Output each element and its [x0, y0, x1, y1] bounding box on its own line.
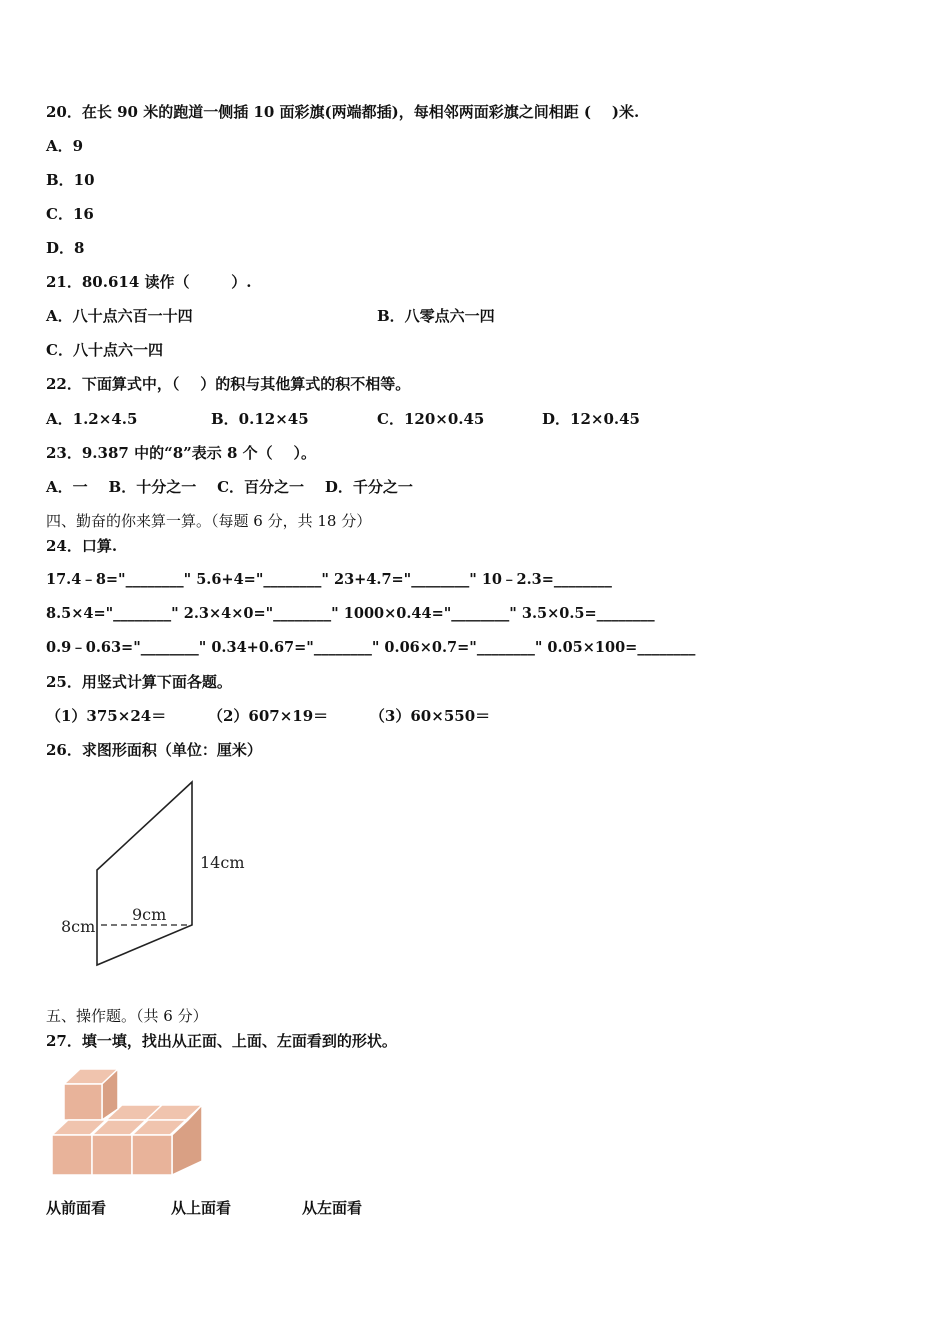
q25-stem: 25．用竖式计算下面各题。	[46, 673, 232, 691]
trapezoid-outline	[97, 782, 192, 965]
q24-row-2: 8.5×4="________" 2.3×4×0="________" 1000×0.44="________" 3.5×0.5=________	[46, 605, 655, 622]
q20-option-b[interactable]: B．10	[46, 171, 95, 189]
q24-row-3: 0.9﹣0.63="________" 0.34+0.67="________" 0.06×0.7="________" 0.05×100=________	[46, 639, 696, 656]
q26-stem: 26．求图形面积（单位：厘米）	[46, 741, 262, 759]
cube-front-face	[52, 1135, 92, 1175]
label-9cm: 9cm	[132, 905, 167, 924]
section-5-title: 五、操作题。（共 6 分）	[46, 1007, 208, 1025]
q20-option-c[interactable]: C．16	[46, 205, 94, 223]
label-8cm: 8cm	[61, 917, 96, 936]
q23-stem: 23．9.387 中的“8”表示 8 个（ ）。	[46, 444, 317, 462]
q20-option-d[interactable]: D．8	[46, 239, 85, 257]
cube-front-face	[132, 1135, 172, 1175]
q25-items: （1）375×24＝ （2）607×19＝ （3）60×550＝	[46, 707, 491, 725]
q22-option-b[interactable]: B．0.12×45	[211, 410, 309, 428]
q20-stem: 20．在长 90 米的跑道一侧插 10 面彩旗(两端都插)，每相邻两面彩旗之间相距 ( )米.	[46, 103, 640, 121]
q21-stem: 21．80.614 读作（ ）.	[46, 273, 252, 291]
q27-stem: 27．填一填，找出从正面、上面、左面看到的形状。	[46, 1032, 397, 1050]
q22-option-a[interactable]: A．1.2×4.5	[46, 410, 138, 428]
q21-option-b[interactable]: B．八零点六一四	[377, 307, 495, 325]
q22-stem: 22．下面算式中，（ ）的积与其他算式的积不相等。	[46, 375, 411, 393]
cube-front-face	[64, 1084, 102, 1120]
label-14cm: 14cm	[200, 853, 245, 872]
q24-row-1: 17.4﹣8="________" 5.6+4="________" 23+4.7="________" 10﹣2.3=________	[46, 571, 612, 588]
view-top-label: 从上面看	[171, 1199, 232, 1217]
q24-stem: 24．口算.	[46, 537, 118, 555]
cube-stack-figure	[48, 1064, 208, 1180]
cube-front-face	[92, 1135, 132, 1175]
q21-option-c[interactable]: C．八十点六一四	[46, 341, 163, 359]
q22-option-d[interactable]: D．12×0.45	[542, 410, 640, 428]
section-4-title: 四、勤奋的你来算一算。（每题 6 分，共 18 分）	[46, 512, 372, 530]
trapezoid-figure	[55, 775, 255, 975]
q22-option-c[interactable]: C．120×0.45	[377, 410, 485, 428]
view-front-label: 从前面看	[46, 1199, 107, 1217]
q20-option-a[interactable]: A．9	[46, 137, 84, 155]
q23-options[interactable]: A．一 B．十分之一 C．百分之一 D．千分之一	[46, 478, 413, 496]
view-left-label: 从左面看	[302, 1199, 363, 1217]
q21-option-a[interactable]: A．八十点六百一十四	[46, 307, 193, 325]
